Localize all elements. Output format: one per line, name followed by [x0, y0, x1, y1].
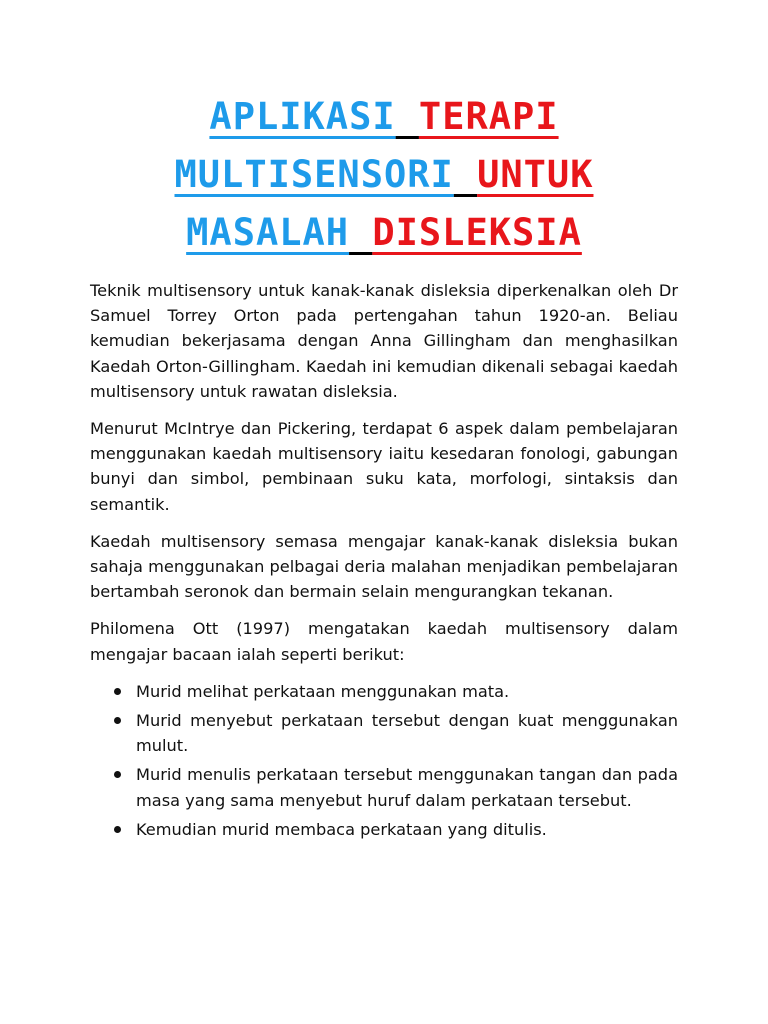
bullet-icon: [114, 688, 121, 695]
title-word: APLIKASI: [209, 95, 396, 138]
title-underline-gap: [396, 95, 419, 138]
bullet-list: [90, 679, 678, 842]
bullet-item: [90, 762, 678, 812]
title-word: MULTISENSORI: [174, 153, 454, 196]
paragraph: Philomena Ott (1997) mengatakan kaedah multisensory dalam mengajar bacaan ialah seperti berikut:: [90, 619, 678, 664]
document-body: [90, 278, 678, 846]
bullet-icon: [114, 826, 121, 833]
title-word: DISLEKSIA: [372, 211, 582, 254]
bullet-item: [90, 817, 678, 842]
bullet-icon: [114, 771, 121, 778]
bullet-item: [90, 679, 678, 704]
document-title: [90, 88, 678, 262]
bullet-icon: [114, 717, 121, 724]
bullet-text: Kemudian murid membaca perkataan yang ditulis.: [136, 819, 547, 839]
paragraph: Kaedah multisensory semasa mengajar kanak-kanak disleksia bukan sahaja menggunakan pelbagai deria malahan menjadikan pembelajaran bertambah seronok dan bermain selain mengurangkan tekanan.: [90, 531, 678, 602]
title-word: TERAPI: [418, 95, 559, 138]
bullet-text: Murid menyebut perkataan tersebut dengan kuat menggunakan mulut.: [136, 711, 678, 756]
paragraph: Teknik multisensory untuk kanak-kanak disleksia diperkenalkan oleh Dr Samuel Torrey Orton pada pertengahan tahun 1920-an. Beliau kemudian bekerjasama dengan Anna Gillingham dan menghasilkan Kaedah Orton-Gillingham. Kaedah ini kemudian dikenali sebagai kaedah multisensory untuk rawatan disleksia.: [90, 281, 678, 401]
title-underline-gap: [349, 211, 372, 254]
title-underline-gap: [454, 153, 477, 196]
bullet-text: Murid melihat perkataan menggunakan mata.: [136, 681, 510, 701]
title-word: MASALAH: [186, 211, 350, 254]
bullet-text: Murid menulis perkataan tersebut menggunakan tangan dan pada masa yang sama menyebut huruf dalam perkataan tersebut.: [136, 765, 678, 810]
bullet-item: [90, 708, 678, 758]
title-word: UNTUK: [477, 153, 594, 196]
paragraph: Menurut McIntrye dan Pickering, terdapat 6 aspek dalam pembelajaran menggunakan kaedah multisensory iaitu kesedaran fonologi, gabungan bunyi dan simbol, pembinaan suku kata, morfologi, sintaksis dan semantik.: [90, 419, 678, 514]
